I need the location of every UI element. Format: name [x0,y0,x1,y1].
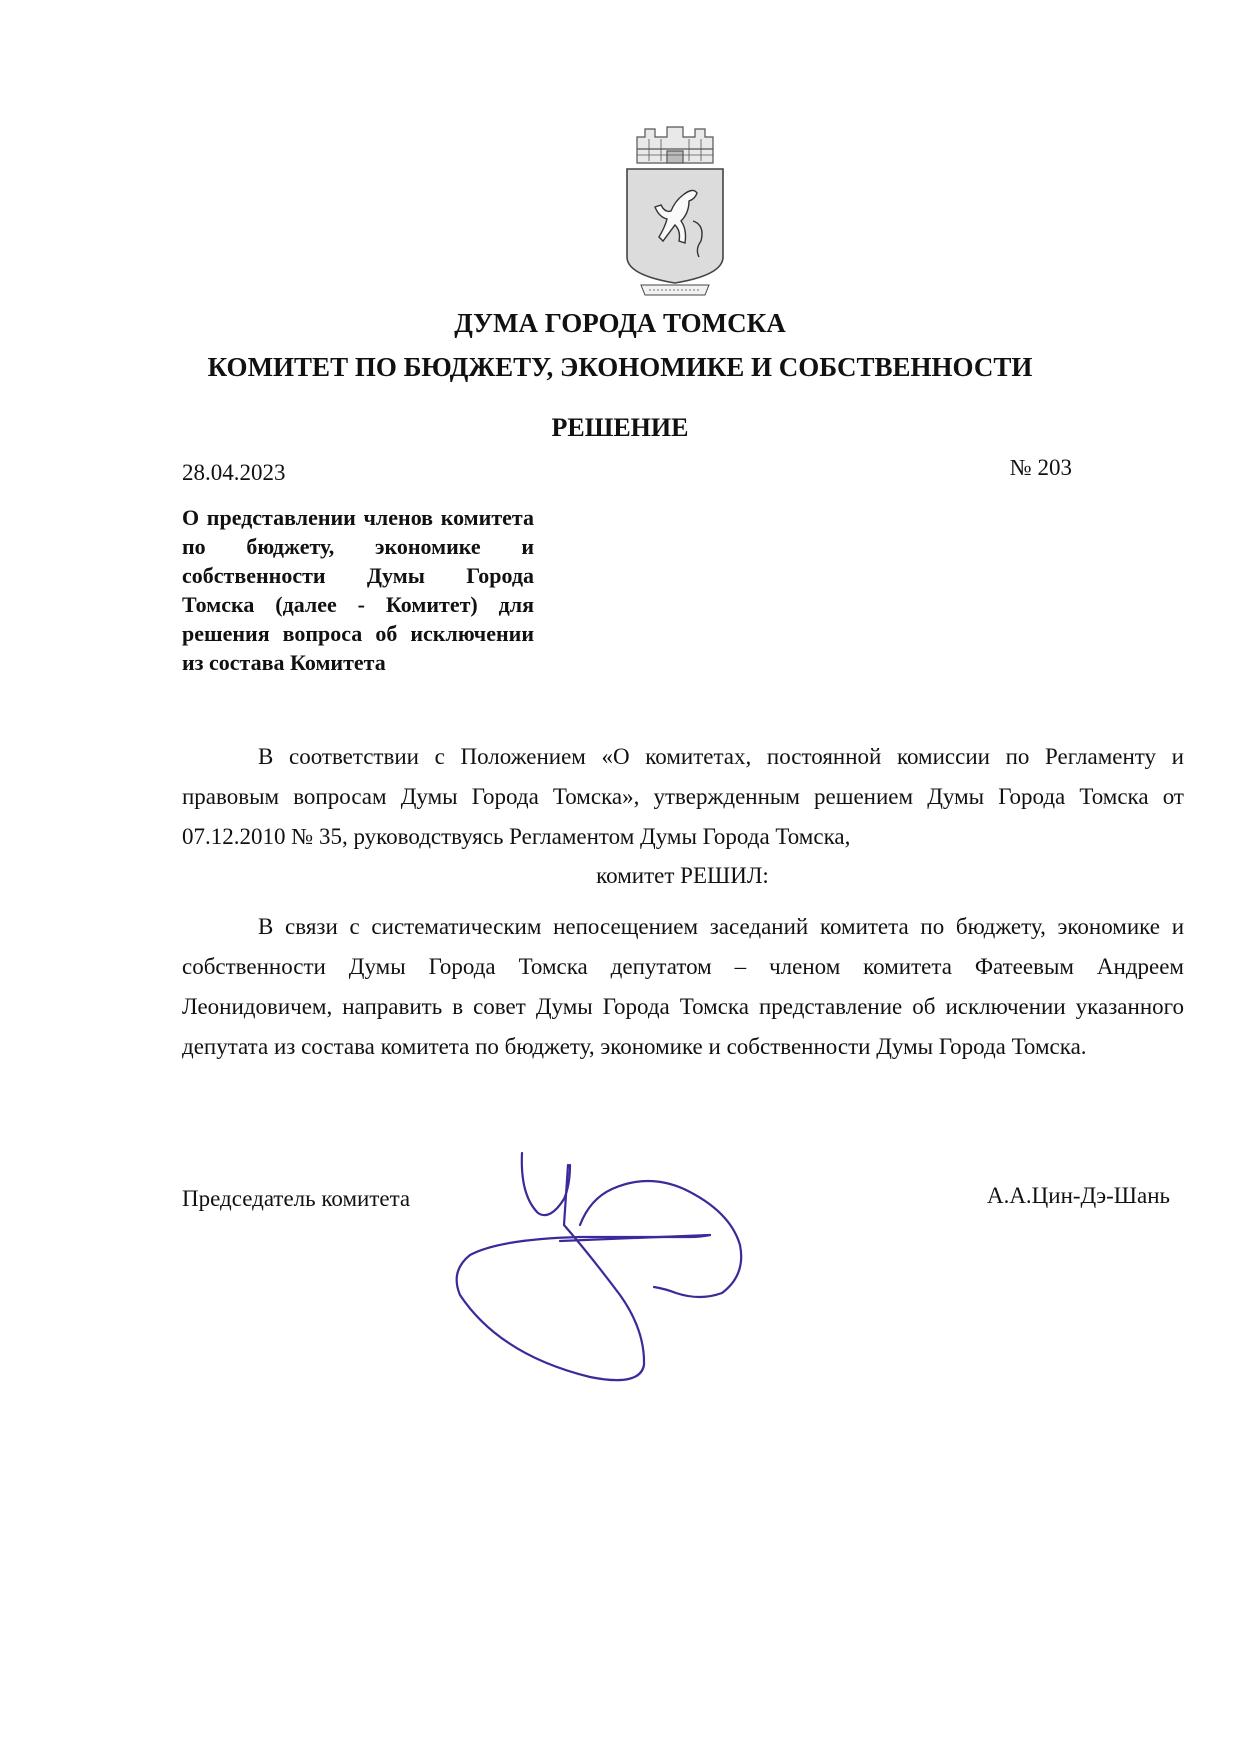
decision-paragraph: В связи с систематическим непосещением заседаний комитета по бюджету, экономике и собственности Думы Города Томска депутатом – членом комитета Фатеевым Андреем Леонидовичем, направить в совет Думы Города Томска представление об исключении указанного депутата из состава комитета по бюджету, экономике и собственности Думы Города Томска. [182,914,1184,1059]
resolved-heading: комитет РЕШИЛ: [596,863,769,888]
document-date: 28.04.2023 [182,460,286,485]
tomsk-coat-of-arms-icon [615,125,735,305]
preamble-paragraph: В соответствии с Положением «О комитетах, постоянной комиссии по Регламенту и правовым вопросам Думы Города Томска», утвержденным решением Думы Города Томска от 07.12.2010 № 35, руководствуясь Регламентом Думы Города Томска, [182,744,1184,849]
committee-title: КОМИТЕТ ПО БЮДЖЕТУ, ЭКОНОМИКЕ И СОБСТВЕННОСТИ [207,352,1033,382]
document-number: № 203 [1009,455,1072,480]
signatory-title: Председатель комитета [182,1186,411,1211]
document-type-heading: РЕШЕНИЕ [551,413,689,442]
organization-title: ДУМА ГОРОДА ТОМСКА [454,308,786,338]
document-subject: О представлении членов комитета по бюджету, экономике и собственности Думы Города Томска (далее - Комитет) для решения вопроса об исключении из состава Комитета [182,505,534,675]
signatory-name: А.А.Цин-Дэ-Шань [986,1183,1170,1208]
handwritten-signature [440,1125,840,1390]
